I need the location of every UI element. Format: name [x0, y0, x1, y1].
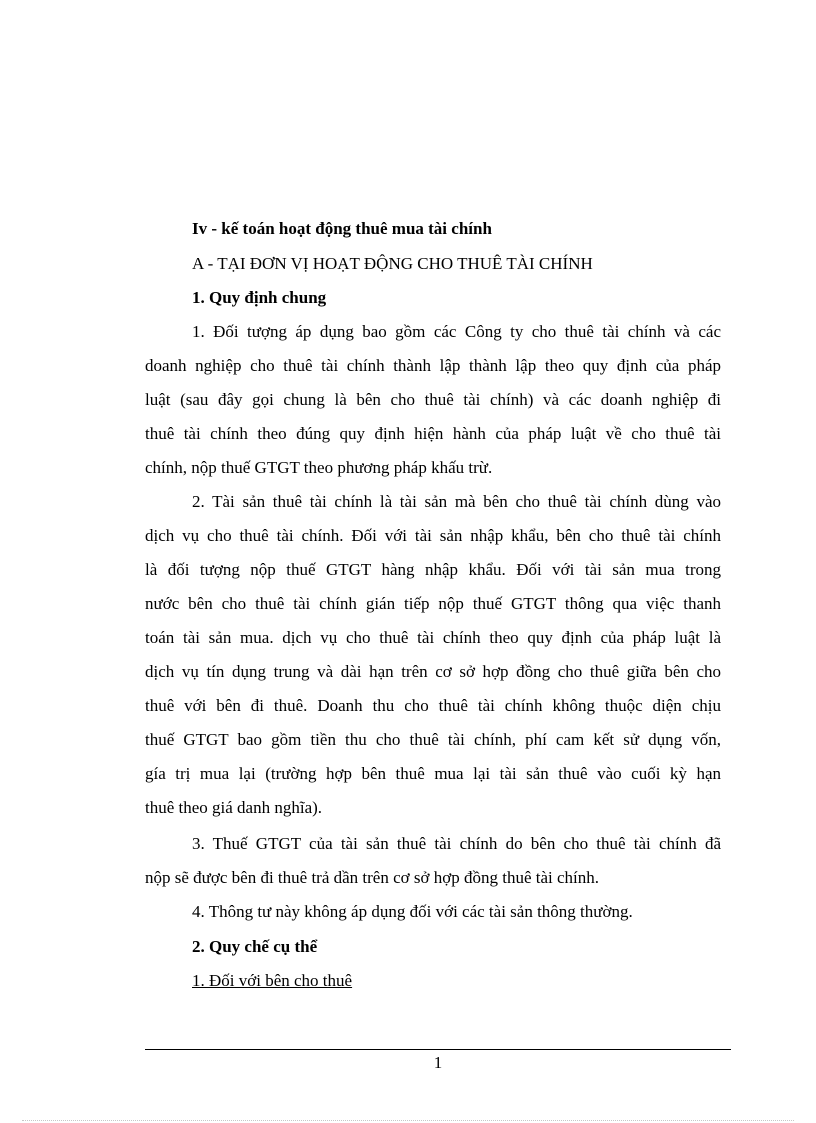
paragraph-1-line: 1. Đối tượng áp dụng bao gồm các Công ty cho thuê tài chính và các — [192, 322, 721, 341]
paragraph-3-line: 3. Thuế GTGT của tài sản thuê tài chính do bên cho thuê tài chính đã — [192, 834, 721, 853]
paragraph-1-line: luật (sau đây gọi chung là bên cho thuê tài chính) và các doanh nghiệp đi — [145, 390, 721, 409]
subsection-heading-specific: 2. Quy chế cụ thể — [192, 937, 318, 956]
paragraph-1-line: doanh nghiệp cho thuê tài chính thành lập thành lập theo quy định của pháp — [145, 356, 721, 375]
paragraph-2-line: dịch vụ tín dụng trung và dài hạn trên cơ sở hợp đồng cho thuê giữa bên cho — [145, 662, 721, 681]
section-heading: Iv - kế toán hoạt động thuê mua tài chính — [192, 219, 492, 238]
paragraph-2-line: toán tài sản mua. dịch vụ cho thuê tài chính theo quy định của pháp luật là — [145, 628, 721, 647]
page-edge-divider — [22, 1120, 794, 1121]
paragraph-4: 4. Thông tư này không áp dụng đối với các tài sản thông thường. — [192, 902, 633, 921]
paragraph-3-line: nộp sẽ được bên đi thuê trả dần trên cơ sở hợp đồng thuê tài chính. — [145, 868, 600, 887]
subsection-heading-general: 1. Quy định chung — [192, 288, 327, 307]
paragraph-2-line: nước bên cho thuê tài chính gián tiếp nộp thuế GTGT thông qua việc thanh — [145, 594, 721, 613]
paragraph-2-line: thuế GTGT bao gồm tiền thu cho thuê tài chính, phí cam kết sử dụng vốn, — [145, 730, 721, 749]
paragraph-1-line: chính, nộp thuế GTGT theo phương pháp khấu trừ. — [145, 458, 493, 477]
footer-rule — [145, 1049, 731, 1050]
paragraph-2-line: là đối tượng nộp thuế GTGT hàng nhập khẩu. Đối với tài sản mua trong — [145, 560, 721, 579]
part-heading: A - TẠI ĐƠN VỊ HOẠT ĐỘNG CHO THUÊ TÀI CHÍNH — [192, 254, 593, 273]
paragraph-2-line: thuê theo giá danh nghĩa). — [145, 798, 323, 817]
subsection-item-lessor: 1. Đối với bên cho thuê — [192, 971, 353, 990]
paragraph-2-line: dịch vụ cho thuê tài chính. Đối với tài sản nhập khẩu, bên cho thuê tài chính — [145, 526, 721, 545]
page-number: 1 — [433, 1053, 443, 1072]
paragraph-2-line: gía trị mua lại (trường hợp bên thuê mua lại tài sản thuê vào cuối kỳ hạn — [145, 764, 721, 783]
paragraph-2-line: 2. Tài sản thuê tài chính là tài sản mà bên cho thuê tài chính dùng vào — [192, 492, 721, 511]
paragraph-2-line: thuê với bên đi thuê. Doanh thu cho thuê tài chính không thuộc diện chịu — [145, 696, 721, 715]
paragraph-1-line: thuê tài chính theo đúng quy định hiện hành của pháp luật về cho thuê tài — [145, 424, 721, 443]
